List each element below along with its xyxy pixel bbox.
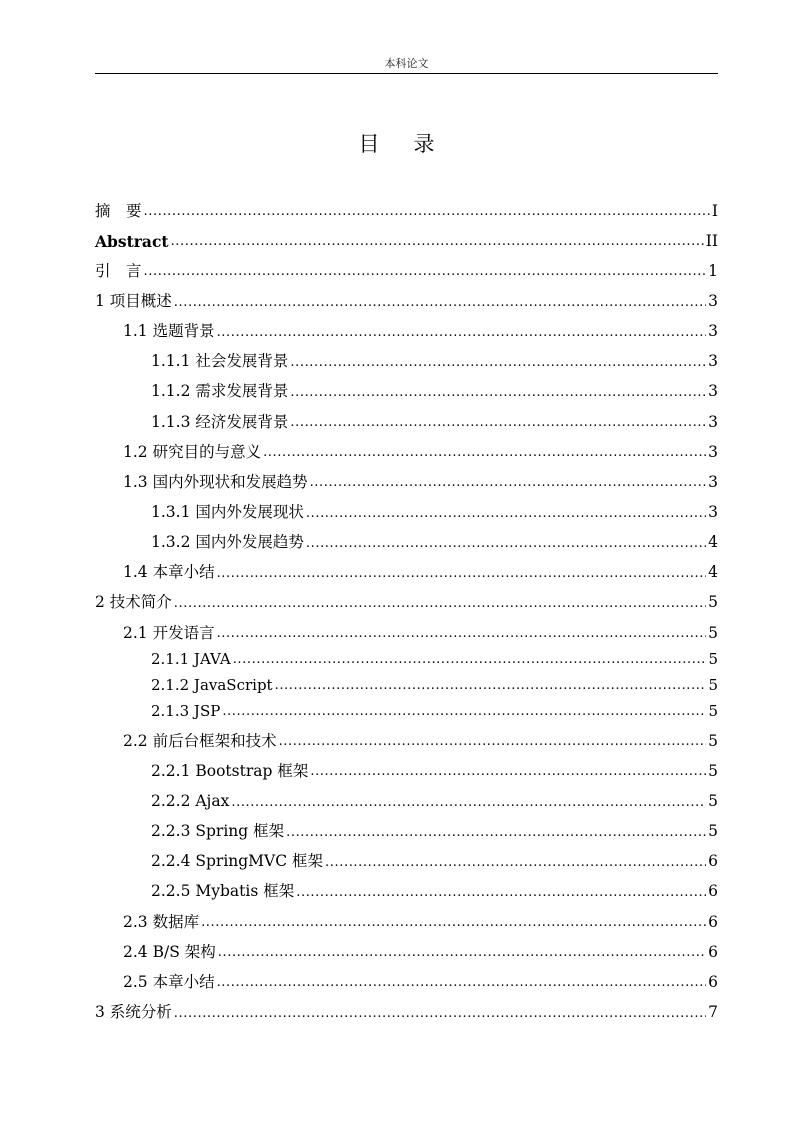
toc-leader-dots: [306, 507, 706, 520]
toc-entry[interactable]: [95, 430, 718, 460]
toc-entry-label: 2.1.2 JavaScript: [151, 676, 273, 695]
toc-entry-label: 1.4 本章小结: [123, 563, 215, 582]
toc-entry-label: 2.1.3 JSP: [151, 702, 221, 721]
toc-leader-dots: [290, 386, 706, 399]
toc-leader-dots: [286, 826, 706, 839]
toc-entry-page: 6: [708, 912, 718, 931]
toc-entry-page: 1: [708, 261, 718, 280]
toc-title: [0, 128, 793, 158]
toc-entry[interactable]: [95, 779, 718, 809]
toc-entry-page: 7: [708, 1003, 718, 1022]
toc-entry[interactable]: [95, 990, 718, 1020]
toc-entry[interactable]: [95, 719, 718, 749]
toc-entry-page: 3: [708, 442, 718, 461]
toc-entry-page: 5: [708, 676, 718, 695]
toc-entry-label: 2.4 B/S 架构: [123, 942, 216, 961]
toc-entry-label: 2.2.5 Mybatis 框架: [151, 882, 295, 901]
toc-entry-page: 3: [708, 352, 718, 371]
toc-leader-dots: [231, 796, 706, 809]
toc-entry[interactable]: [95, 840, 718, 870]
toc-entry-label: Abstract: [95, 231, 169, 251]
toc-leader-dots: [217, 976, 707, 989]
toc-leader-dots: [275, 679, 707, 692]
toc-entry-label: 1.1.1 社会发展背景: [151, 352, 289, 371]
toc-entry-label: 1.2 研究目的与意义: [123, 442, 262, 461]
toc-leader-dots: [144, 265, 707, 278]
toc-leader-dots: [217, 326, 707, 339]
toc-leader-dots: [217, 627, 707, 640]
toc-leader-dots: [171, 235, 704, 248]
toc-entry-label: 2.2.2 Ajax: [151, 792, 230, 811]
toc-entry[interactable]: [95, 310, 718, 340]
toc-entry-label: 1.3.2 国内外发展趋势: [151, 533, 304, 552]
toc-entry[interactable]: [95, 490, 718, 520]
toc-entry-page: 6: [708, 882, 718, 901]
toc-entry-label: 3 系统分析: [95, 1003, 172, 1022]
header-rule: [95, 73, 718, 74]
toc-entry-page: 3: [708, 412, 718, 431]
toc-entry-label: 1.3 国内外现状和发展趋势: [123, 472, 308, 491]
toc-entry-label: 2.1.1 JAVA: [151, 650, 231, 669]
toc-entry[interactable]: [95, 249, 718, 279]
toc-entry-page: 3: [708, 503, 718, 522]
toc-entry[interactable]: [95, 219, 718, 249]
toc-leader-dots: [296, 886, 706, 899]
toc-entry-page: 5: [708, 822, 718, 841]
toc-entry-label: 2.2.4 SpringMVC 框架: [151, 852, 324, 871]
toc-entry-page: 5: [708, 623, 718, 642]
toc-entry-page: 3: [708, 292, 718, 311]
toc-entry-page: 3: [708, 472, 718, 491]
toc-entry-label: 2.2 前后台框架和技术: [123, 731, 277, 750]
toc-leader-dots: [217, 567, 707, 580]
toc-entry[interactable]: [95, 900, 718, 930]
toc-leader-dots: [290, 416, 706, 429]
toc-entry[interactable]: [95, 810, 718, 840]
toc-entry-label: 1 项目概述: [95, 292, 172, 311]
toc-entry[interactable]: [95, 189, 718, 219]
toc-entry[interactable]: [95, 279, 718, 309]
toc-entry[interactable]: [95, 521, 718, 551]
toc-entry-label: 引 言: [95, 261, 142, 280]
toc-entry-page: 4: [708, 533, 718, 552]
toc-entry-label: 2.2.3 Spring 框架: [151, 822, 285, 841]
page-header: 本科论文: [384, 57, 429, 70]
toc-entry-label: 1.1.3 经济发展背景: [151, 412, 289, 431]
toc-leader-dots: [222, 705, 706, 718]
table-of-contents: [95, 189, 718, 1021]
toc-entry-page: 6: [708, 942, 718, 961]
toc-leader-dots: [174, 296, 706, 309]
toc-leader-dots: [174, 1007, 706, 1020]
toc-entry-page: II: [705, 231, 718, 250]
toc-leader-dots: [174, 597, 706, 610]
toc-leader-dots: [310, 476, 707, 489]
toc-leader-dots: [263, 446, 706, 459]
toc-entry-page: 5: [708, 650, 718, 669]
toc-leader-dots: [290, 356, 706, 369]
toc-entry-label: 2.2.1 Bootstrap 框架: [151, 761, 309, 780]
toc-entry[interactable]: [95, 400, 718, 430]
toc-entry-label: 摘 要: [95, 201, 142, 220]
toc-leader-dots: [201, 916, 706, 929]
toc-entry[interactable]: [95, 749, 718, 779]
toc-entry-label: 2.3 数据库: [123, 912, 200, 931]
toc-entry[interactable]: [95, 667, 718, 693]
toc-leader-dots: [310, 765, 706, 778]
toc-entry[interactable]: [95, 960, 718, 990]
toc-entry-page: I: [711, 201, 718, 220]
toc-entry-page: 5: [708, 731, 718, 750]
toc-entry-label: 2.1 开发语言: [123, 623, 215, 642]
toc-leader-dots: [144, 205, 710, 218]
toc-entry-page: 3: [708, 322, 718, 341]
toc-entry-label: 1.1.2 需求发展背景: [151, 382, 289, 401]
toc-entry-page: 5: [708, 702, 718, 721]
toc-entry-page: 5: [708, 792, 718, 811]
toc-entry[interactable]: [95, 551, 718, 581]
toc-entry-label: 1.3.1 国内外发展现状: [151, 503, 304, 522]
toc-title-char-2: 录: [413, 132, 435, 156]
toc-entry[interactable]: [95, 370, 718, 400]
toc-entry-label: 2.5 本章小结: [123, 972, 215, 991]
toc-entry[interactable]: [95, 581, 718, 611]
toc-entry[interactable]: [95, 693, 718, 719]
toc-leader-dots: [218, 946, 706, 959]
toc-entry-label: 2 技术简介: [95, 593, 172, 612]
toc-entry[interactable]: [95, 340, 718, 370]
toc-leader-dots: [233, 653, 707, 666]
toc-entry-label: 1.1 选题背景: [123, 322, 215, 341]
toc-entry[interactable]: [95, 930, 718, 960]
toc-entry-page: 4: [708, 563, 718, 582]
toc-entry-page: 6: [708, 972, 718, 991]
toc-entry-page: 3: [708, 382, 718, 401]
toc-entry[interactable]: [95, 870, 718, 900]
toc-entry[interactable]: [95, 611, 718, 641]
toc-title-char-1: 目: [358, 132, 380, 156]
toc-entry-page: 5: [708, 593, 718, 612]
toc-entry-page: 5: [708, 761, 718, 780]
toc-leader-dots: [325, 856, 706, 869]
toc-entry-page: 6: [708, 852, 718, 871]
toc-leader-dots: [279, 735, 707, 748]
toc-leader-dots: [306, 537, 706, 550]
toc-entry[interactable]: [95, 460, 718, 490]
toc-entry[interactable]: [95, 641, 718, 667]
